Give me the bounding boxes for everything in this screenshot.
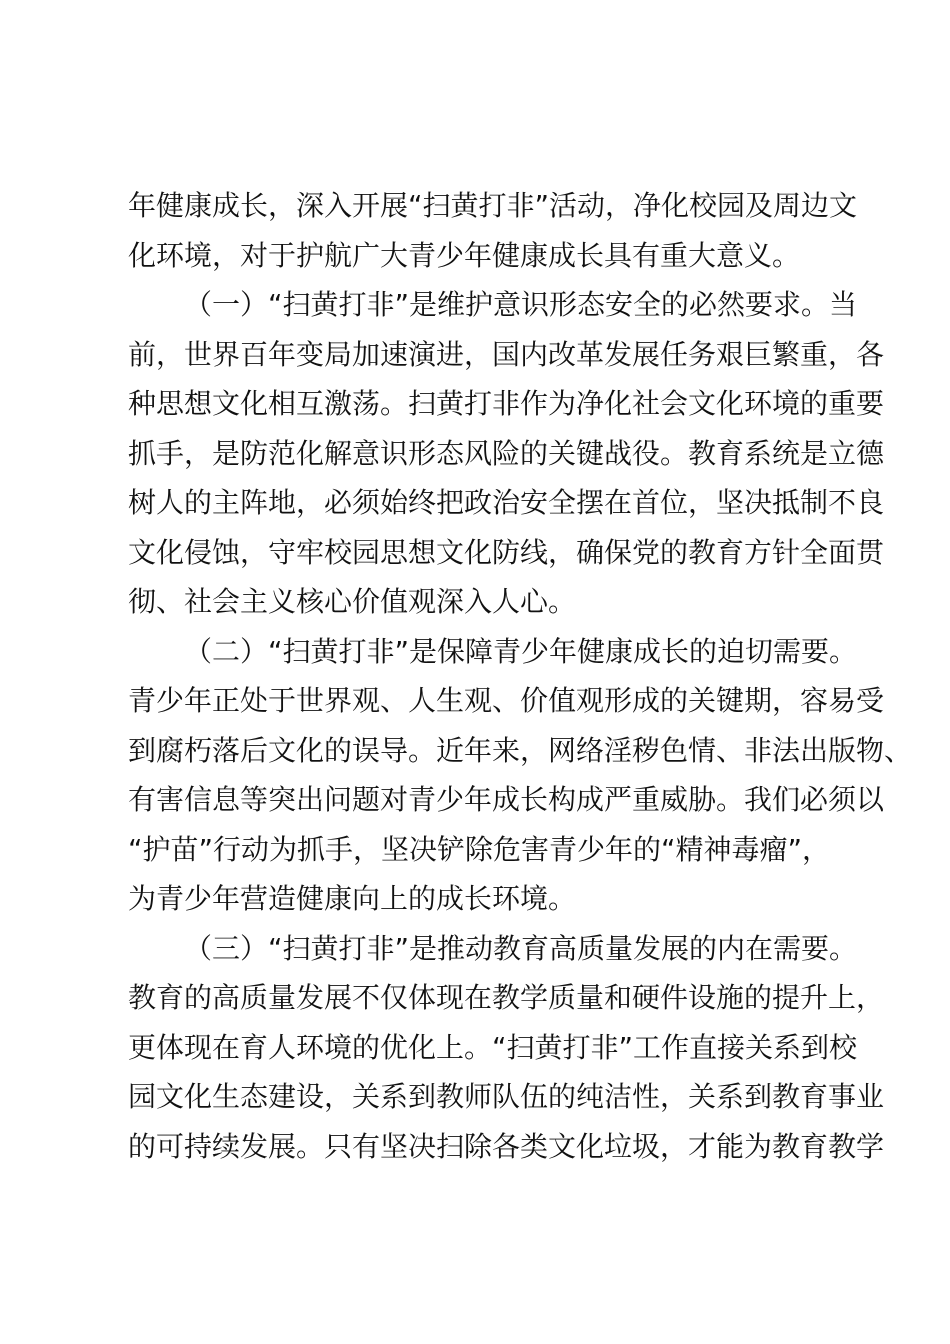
body-text bbox=[128, 181, 913, 1171]
text-line: 有害信息等突出问题对青少年成长构成严重威胁。我们必须以 bbox=[128, 783, 885, 816]
text-line: 文化侵蚀，守牢校园思想文化防线，确保党的教育方针全面贯 bbox=[128, 535, 885, 569]
text-line: 化环境，对于护航广大青少年健康成长具有重大意义。 bbox=[128, 238, 801, 272]
text-line: 园文化生态建设，关系到教师队伍的纯洁性，关系到教育事业 bbox=[128, 1080, 885, 1113]
text-line: 彻、社会主义核心价值观深入人心。 bbox=[128, 585, 577, 618]
text-line: 的可持续发展。只有坚决扫除各类文化垃圾，才能为教育教学 bbox=[128, 1129, 885, 1163]
text-line: 年健康成长，深入开展“扫黄打非”活动，净化校园及周边文 bbox=[128, 189, 858, 222]
text-line: 树人的主阵地，必须始终把政治安全摆在首位，坚决抵制不良 bbox=[128, 486, 885, 519]
text-line: 教育的高质量发展不仅体现在教学质量和硬件设施的提升上， bbox=[128, 981, 885, 1014]
text-line: 更体现在育人环境的优化上。“扫黄打非”工作直接关系到校 bbox=[128, 1030, 858, 1064]
text-line: 为青少年营造健康向上的成长环境。 bbox=[128, 882, 577, 915]
section-heading-2: （二）“扫黄打非”是保障青少年健康成长的迫切需要。 bbox=[184, 634, 858, 668]
section-heading-1: （一）“扫黄打非”是维护意识形态安全的必然要求。当 bbox=[184, 288, 858, 321]
section-heading-3: （三）“扫黄打非”是推动教育高质量发展的内在需要。 bbox=[184, 931, 858, 965]
text-line: “护苗”行动为抓手，坚决铲除危害青少年的“精神毒瘤”， bbox=[128, 832, 831, 866]
text-line: 青少年正处于世界观、人生观、价值观形成的关键期，容易受 bbox=[128, 684, 885, 717]
text-line: 前，世界百年变局加速演进，国内改革发展任务艰巨繁重，各 bbox=[128, 337, 885, 371]
text-line: 种思想文化相互激荡。扫黄打非作为净化社会文化环境的重要 bbox=[128, 387, 885, 420]
text-line: 到腐朽落后文化的误导。近年来，网络淫秽色情、非法出版物、 bbox=[128, 733, 913, 767]
text-line: 抓手，是防范化解意识形态风险的关键战役。教育系统是立德 bbox=[128, 436, 885, 470]
